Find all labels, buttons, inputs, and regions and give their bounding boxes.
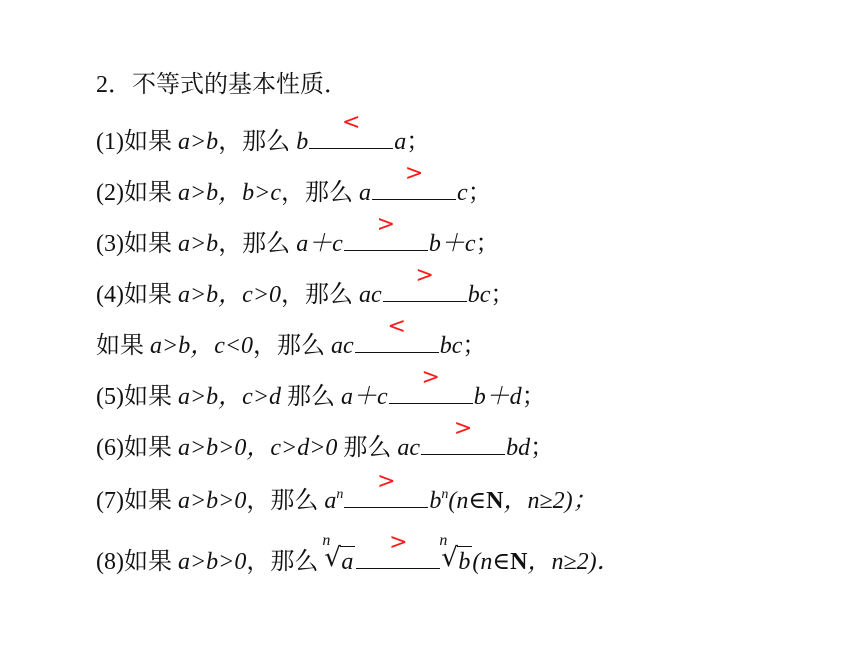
end-punct: ； [530, 435, 555, 461]
radicand: √ b [457, 546, 472, 577]
connector: 那么 [337, 435, 398, 461]
property-5 [96, 365, 546, 412]
prefix: (5)如果 [96, 384, 178, 410]
answer-blank [344, 469, 428, 508]
domain-close: ，n≥2)． [527, 549, 621, 575]
property-2 [96, 161, 492, 208]
condition: a>b>0 [177, 488, 247, 514]
answer: < [387, 314, 406, 339]
section-title: 2．不等式的基本性质． [96, 72, 348, 98]
right-expr: a [394, 129, 407, 155]
property-4b [96, 314, 487, 361]
root-index: n [439, 532, 448, 549]
answer: > [377, 469, 396, 494]
answer: > [376, 212, 396, 237]
condition: a>b，c>d [177, 384, 282, 410]
end-punct: ； [406, 129, 431, 155]
connector: ，那么 [246, 549, 325, 575]
end-punct: ； [521, 384, 546, 410]
right-expr: c [457, 180, 468, 206]
set-symbol: N [510, 549, 528, 575]
prefix: (2)如果 [96, 180, 178, 206]
left-expr: a＋c [341, 384, 388, 410]
right-expr: b＋d [473, 384, 522, 410]
property-7 [96, 469, 597, 516]
property-3 [96, 212, 500, 259]
condition: a>b [177, 129, 219, 155]
answer-blank [383, 263, 467, 302]
property-8 [96, 530, 621, 577]
property-4 [96, 263, 515, 310]
right-expr: bc [439, 333, 463, 359]
prefix: (3)如果 [96, 231, 178, 257]
connector: ，那么 [218, 231, 297, 257]
left-expr: ac [359, 282, 382, 308]
condition: a>b [177, 231, 219, 257]
condition: a>b，c<0 [150, 333, 254, 359]
end-punct: ； [490, 282, 515, 308]
right-exponent: n [441, 487, 449, 502]
answer-blank [389, 365, 473, 404]
connector: ，那么 [253, 333, 332, 359]
end-punct: ； [462, 333, 487, 359]
left-expr: ac [331, 333, 354, 359]
left-expr: a＋c [296, 231, 343, 257]
answer-blank [355, 314, 439, 353]
answer-blank [344, 212, 428, 251]
prefix: (8)如果 [96, 549, 178, 575]
right-expr: bc [467, 282, 491, 308]
connector: ，那么 [281, 180, 360, 206]
left-expr: a [359, 180, 372, 206]
connector: ，那么 [246, 488, 325, 514]
connector: 那么 [281, 384, 342, 410]
prefix: (6)如果 [96, 435, 178, 461]
right-expr: b＋c [428, 231, 476, 257]
answer: > [404, 161, 424, 186]
connector: ，那么 [218, 129, 297, 155]
answer: > [453, 416, 473, 441]
end-punct: ； [475, 231, 500, 257]
set-symbol: N [486, 488, 504, 514]
left-expr: ac [397, 435, 421, 461]
answer-blank [372, 161, 456, 200]
answer-blank [356, 530, 440, 569]
end-punct: ； [467, 180, 492, 206]
connector: ，那么 [281, 282, 360, 308]
left-base: a [324, 488, 337, 514]
left-exponent: n [336, 487, 344, 502]
condition: a>b，c>0 [177, 282, 282, 308]
answer: > [415, 263, 434, 288]
right-root [439, 532, 472, 577]
left-root [322, 532, 355, 577]
prefix: 如果 [96, 333, 150, 359]
answer: < [341, 110, 361, 135]
answer: > [389, 530, 408, 555]
answer-blank [309, 110, 393, 149]
right-base: b [429, 488, 442, 514]
property-6 [96, 416, 555, 463]
property-1 [96, 110, 431, 157]
radicand: √ a [340, 546, 355, 577]
condition: a>b>0，c>d>0 [177, 435, 338, 461]
domain-open: (n∈ [448, 488, 487, 514]
root-index: n [322, 532, 331, 549]
condition: a>b>0 [177, 549, 247, 575]
domain-open: (n∈ [472, 549, 511, 575]
right-expr: bd [506, 435, 531, 461]
domain-close: ，n≥2)； [503, 488, 597, 514]
answer-blank [421, 416, 505, 455]
left-expr: b [296, 129, 309, 155]
condition: a>b，b>c [177, 180, 282, 206]
prefix: (4)如果 [96, 282, 178, 308]
prefix: (7)如果 [96, 488, 178, 514]
prefix: (1)如果 [96, 129, 178, 155]
answer: > [421, 365, 440, 390]
